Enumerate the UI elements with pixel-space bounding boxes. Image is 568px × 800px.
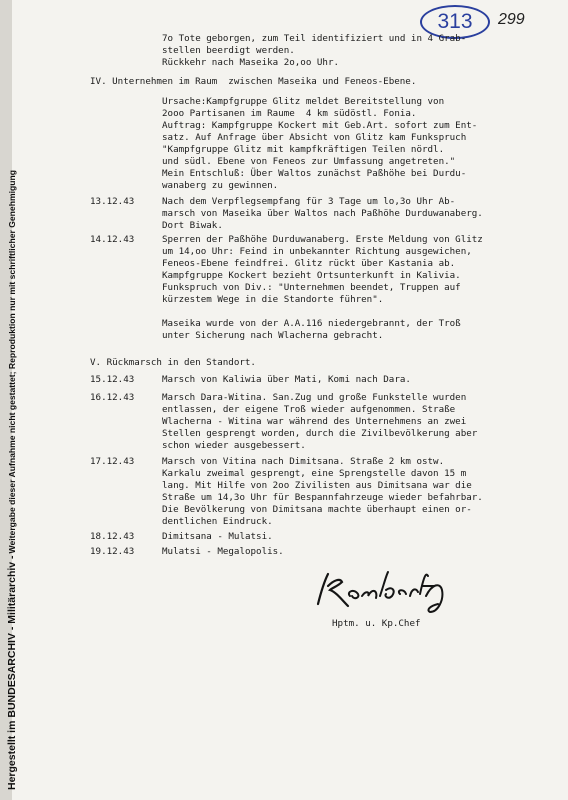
text-line: Maseika wurde von der A.A.116 niedergebrannt, der Troß xyxy=(162,318,461,329)
section-heading: IV. Unternehmen im Raum zwischen Maseika und Feneos-Ebene. xyxy=(90,76,417,87)
text-line: Funkspruch von Div.: "Unternehmen beendet, Truppen auf xyxy=(162,282,461,293)
text-line: Dimitsana - Mulatsi. xyxy=(162,531,273,542)
text-line: Kampfgruppe Kockert bezieht Ortsunterkunft in Kalivia. xyxy=(162,270,461,281)
margin-note-text: Weitergabe dieser Aufnahme nicht gestattet; Reproduktion nur mit schriftlicher Genehmigung xyxy=(7,170,17,554)
entry-date: 17.12.43 xyxy=(90,456,135,467)
entry-date: 19.12.43 xyxy=(90,546,135,557)
text-line: Die Bevölkerung von Dimitsana machte überhaupt einen or- xyxy=(162,504,472,515)
text-line: schon wieder ausgebessert. xyxy=(162,440,306,451)
text-line: Marsch von Kaliwia über Mati, Komi nach Dara. xyxy=(162,374,411,385)
text-line: 7o Tote geborgen, zum Teil identifiziert und in 4 Grab- xyxy=(162,33,467,44)
text-line: Nach dem Verpflegsempfang für 3 Tage um lo,3o Uhr Ab- xyxy=(162,196,456,207)
archive-margin-note xyxy=(2,170,20,790)
text-line: marsch von Maseika über Waltos nach Paßhöhe Durduwanaberg. xyxy=(162,208,483,219)
entry-date: 16.12.43 xyxy=(90,392,135,403)
text-line: dentlichen Eindruck. xyxy=(162,516,273,527)
text-line: Dort Biwak. xyxy=(162,220,223,231)
text-line: unter Sicherung nach Wlacherna gebracht. xyxy=(162,330,384,341)
text-line: Stellen gesprengt worden, durch die Zivilbevölkerung aber xyxy=(162,428,478,439)
archive-stamp: 313 xyxy=(420,5,490,39)
text-line: und südl. Ebene von Feneos zur Umfassung angetreten." xyxy=(162,156,456,167)
text-line: Ursache:Kampfgruppe Glitz meldet Bereitstellung von xyxy=(162,96,445,107)
signature-label: Hptm. u. Kp.Chef xyxy=(332,618,421,629)
text-line: lang. Mit Hilfe von 2oo Zivilisten aus Dimitsana war die xyxy=(162,480,472,491)
text-line: Feneos-Ebene feindfrei. Glitz rückt über Kastania ab. xyxy=(162,258,456,269)
text-line: Auftrag: Kampfgruppe Kockert mit Geb.Art. sofort zum Ent- xyxy=(162,120,478,131)
page-number: 299 xyxy=(498,11,525,28)
text-line: "Kampfgruppe Glitz mit kampfkräftigen Teilen nördl. xyxy=(162,144,445,155)
text-line: um 14,oo Uhr: Feind in unbekannter Richtung ausgewichen, xyxy=(162,246,472,257)
text-line: stellen beerdigt werden. xyxy=(162,45,295,56)
text-line: Mein Entschluß: Über Waltos zunächst Paßhöhe bei Durdu- xyxy=(162,168,467,179)
text-line: Wlacherna - Witina war während des Unternehmens an zwei xyxy=(162,416,467,427)
entry-date: 15.12.43 xyxy=(90,374,135,385)
text-line: Marsch Dara-Witina. San.Zug und große Funkstelle wurden xyxy=(162,392,467,403)
text-line: Karkalu zweimal gesprengt, eine Sprengstelle davon 15 m xyxy=(162,468,467,479)
text-line: 2ooo Partisanen im Raume 4 km südöstl. Fonia. xyxy=(162,108,417,119)
text-line: Straße um 14,3o Uhr für Bespannfahrzeuge wieder befahrbar. xyxy=(162,492,483,503)
signature xyxy=(312,566,462,616)
entry-date: 14.12.43 xyxy=(90,234,135,245)
entry-date: 13.12.43 xyxy=(90,196,135,207)
text-line: Mulatsi - Megalopolis. xyxy=(162,546,284,557)
text-line: Rückkehr nach Maseika 2o,oo Uhr. xyxy=(162,57,340,68)
text-line: satz. Auf Anfrage über Absicht von Glitz kam Funkspruch xyxy=(162,132,467,143)
entry-date: 18.12.43 xyxy=(90,531,135,542)
text-line: Sperren der Paßhöhe Durduwanaberg. Erste Meldung von Glitz xyxy=(162,234,483,245)
text-line: kürzestem Wege in die Standorte führen". xyxy=(162,294,384,305)
text-line: wanaberg zu gewinnen. xyxy=(162,180,279,191)
text-line: entlassen, der eigene Troß wieder aufgenommen. Straße xyxy=(162,404,456,415)
section-heading: V. Rückmarsch in den Standort. xyxy=(90,357,256,368)
margin-note-bold: Hergestellt im BUNDESARCHIV - Militärarchiv - xyxy=(6,555,18,790)
text-line: Marsch von Vitina nach Dimitsana. Straße 2 km ostw. xyxy=(162,456,445,467)
